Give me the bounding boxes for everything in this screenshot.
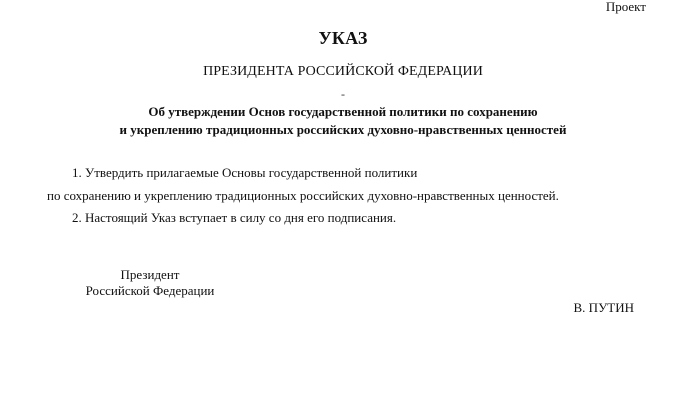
- paragraph-1-line-2: по сохранению и укреплению традиционных российских духовно-нравственных ценностей.: [47, 188, 559, 203]
- signature-position-line-1: Президент: [120, 267, 180, 282]
- decree-heading: [0, 103, 686, 139]
- paragraph-2: 2. Настоящий Указ вступает в силу со дня его подписания.: [72, 210, 397, 225]
- signature-position-line-2: Российской Федерации: [85, 283, 215, 298]
- decree-dash: -: [341, 87, 345, 101]
- draft-label: Проект: [605, 0, 646, 14]
- heading-line-2: и укреплению традиционных российских духовно-нравственных ценностей: [119, 122, 567, 137]
- paragraph-1-line-1: 1. Утвердить прилагаемые Основы государственной политики: [72, 165, 418, 180]
- signature-position: [75, 267, 225, 299]
- signature-name: В. ПУТИН: [573, 300, 634, 315]
- heading-line-1: Об утверждении Основ государственной политики по сохранению: [148, 104, 538, 119]
- decree-subtitle: ПРЕЗИДЕНТА РОССИЙСКОЙ ФЕДЕРАЦИИ: [203, 64, 483, 79]
- decree-title: УКАЗ: [318, 28, 368, 48]
